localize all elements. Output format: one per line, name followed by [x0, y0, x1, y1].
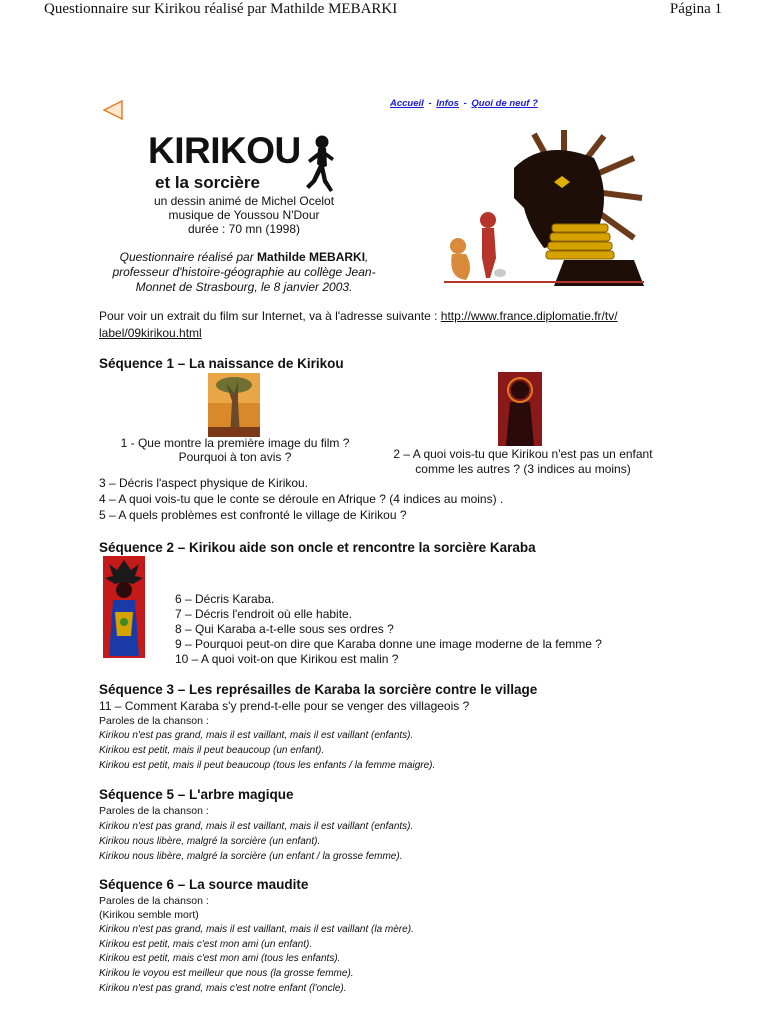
document-header-title: Questionnaire sur Kirikou réalisé par Mathilde MEBARKI: [44, 1, 398, 17]
question-text: 2 – A quoi vois-tu que Kirikou n'est pas un enfant: [393, 447, 653, 461]
lyrics-label: Paroles de la chanson :: [99, 895, 209, 907]
author-name: Mathilde MEBARKI: [257, 250, 366, 264]
author-role: professeur d'histoire-géographie au collège Jean-: [112, 265, 376, 279]
lyrics-label: Paroles de la chanson :: [99, 715, 209, 727]
nav-separator: -: [463, 98, 467, 109]
question-2: [378, 447, 668, 477]
question-3: 3 – Décris l'aspect physique de Kirikou.: [99, 476, 309, 490]
nav-link-quoi-de-neuf[interactable]: Quoi de neuf ?: [471, 98, 538, 109]
credit-line: un dessin animé de Michel Ocelot: [153, 194, 335, 208]
lyrics-line: Kirikou est petit, mais c'est mon ami (un enfant).: [99, 939, 313, 950]
question-6: 6 – Décris Karaba.: [175, 592, 275, 606]
question-7: 7 – Décris l'endroit où elle habite.: [175, 607, 353, 621]
lyrics-line: Kirikou est petit, mais il peut beaucoup (tous les enfants / la femme maigre).: [99, 760, 436, 771]
lyrics-line: Kirikou n'est pas grand, mais il est vaillant, mais il est vaillant (enfants).: [99, 821, 414, 832]
question-10: 10 – A quoi voit-on que Kirikou est malin ?: [175, 652, 399, 666]
question-8: 8 – Qui Karaba a-t-elle sous ses ordres ?: [175, 622, 394, 636]
credit-line: durée : 70 mn (1998): [187, 222, 301, 236]
question-9: 9 – Pourquoi peut-on dire que Karaba donne une image moderne de la femme ?: [175, 637, 602, 651]
question-11: 11 – Comment Karaba s'y prend-t-elle pour se venger des villageois ?: [99, 699, 470, 713]
section-title-seq3: Séquence 3 – Les représailles de Karaba la sorcière contre le village: [99, 682, 538, 697]
lyrics-line: Kirikou n'est pas grand, mais c'est notre enfant (l'oncle).: [99, 983, 347, 994]
lyrics-line: Kirikou le voyou est meilleur que nous (la grosse femme).: [99, 968, 354, 979]
lyrics-note: (Kirikou semble mort): [99, 909, 199, 921]
baobab-image: [208, 373, 260, 437]
question-5: 5 – A quels problèmes est confronté le village de Kirikou ?: [99, 508, 407, 522]
question-4: 4 – A quoi vois-tu que le conte se déroule en Afrique ? (4 indices au moins) .: [99, 492, 504, 506]
intro-paragraph: [99, 308, 669, 342]
section-title-seq2: Séquence 2 – Kirikou aide son oncle et rencontre la sorcière Karaba: [99, 540, 536, 555]
karaba-image: [103, 556, 145, 658]
back-arrow-icon[interactable]: [102, 99, 124, 121]
lyrics-line: Kirikou nous libère, malgré la sorcière (un enfant).: [99, 836, 321, 847]
logo-subtitle: et la sorcière: [155, 173, 260, 192]
logo-title: KIRIKOU: [148, 130, 301, 171]
question-1: [110, 436, 360, 464]
kirikou-red-image: [498, 372, 542, 446]
question-text: Pourquoi à ton avis ?: [178, 450, 292, 464]
lyrics-line: Kirikou est petit, mais c'est mon ami (tous les enfants).: [99, 953, 341, 964]
intro-text: Pour voir un extrait du film sur Internet, va à l'adresse suivante :: [99, 309, 441, 323]
credit-line: musique de Youssou N'Dour: [168, 208, 320, 222]
top-nav: [390, 98, 538, 109]
lyrics-line: Kirikou n'est pas grand, mais il est vaillant, mais il est vaillant (enfants).: [99, 730, 414, 741]
running-child-icon: [300, 134, 336, 196]
nav-link-infos[interactable]: Infos: [436, 98, 459, 109]
lyrics-line: Kirikou est petit, mais il peut beaucoup (un enfant).: [99, 745, 325, 756]
author-school: Monnet de Strasbourg, le 8 janvier 2003.: [135, 280, 353, 294]
film-credits: [110, 194, 378, 236]
question-text: 1 - Que montre la première image du film ?: [120, 436, 350, 450]
nav-link-accueil[interactable]: Accueil: [390, 98, 424, 109]
question-text: comme les autres ? (3 indices au moins): [415, 462, 631, 476]
film-extract-link[interactable]: http://www.france.diplomatie.fr/tv/ label/09kirikou.html: [99, 309, 618, 340]
questionnaire-author-block: [96, 250, 392, 295]
page-number: Página 1: [669, 1, 722, 17]
author-prefix: Questionnaire réalisé par: [119, 250, 258, 264]
nav-separator: -: [428, 98, 432, 109]
lyrics-line: Kirikou n'est pas grand, mais il est vaillant, mais il est vaillant (la mère).: [99, 924, 414, 935]
lyrics-line: Kirikou nous libère, malgré la sorcière (un enfant / la grosse femme).: [99, 851, 403, 862]
author-suffix: ,: [365, 250, 369, 264]
karaba-and-kirikou-illustration: [444, 128, 644, 286]
section-title-seq6: Séquence 6 – La source maudite: [99, 877, 309, 892]
section-title-seq5: Séquence 5 – L'arbre magique: [99, 787, 294, 802]
lyrics-label: Paroles de la chanson :: [99, 805, 209, 817]
section-title-seq1: Séquence 1 – La naissance de Kirikou: [99, 356, 344, 371]
